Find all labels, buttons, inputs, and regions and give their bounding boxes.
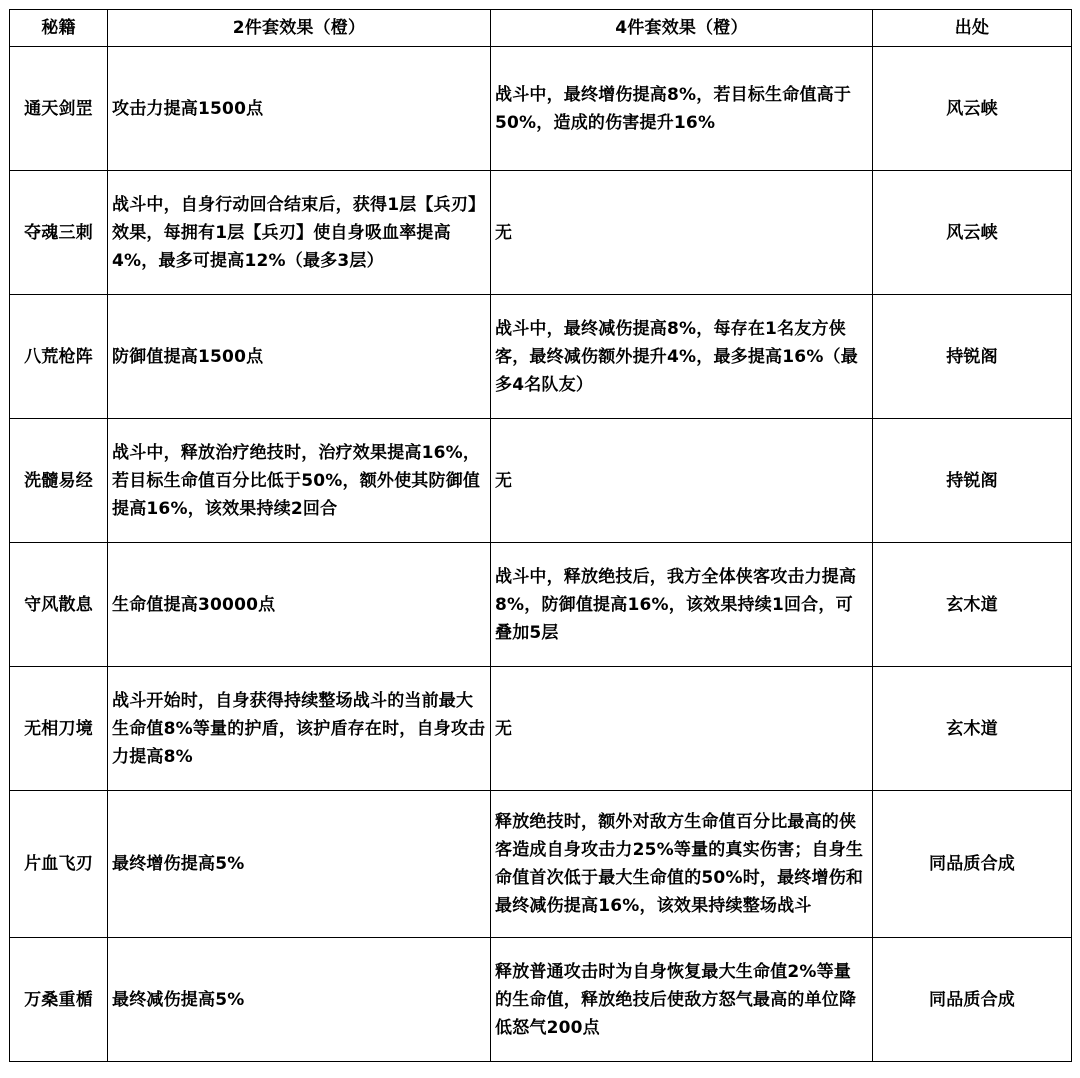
set2-effect: 战斗开始时，自身获得持续整场战斗的当前最大生命值8%等量的护盾，该护盾存在时，自身攻击力提高8% xyxy=(108,667,491,791)
source: 持锐阁 xyxy=(873,419,1072,543)
table-row xyxy=(10,791,1072,938)
manual-name: 无相刀境 xyxy=(10,667,108,791)
set2-effect: 攻击力提高1500点 xyxy=(108,47,491,171)
table-row xyxy=(10,938,1072,1062)
table-row xyxy=(10,171,1072,295)
table-row xyxy=(10,419,1072,543)
manual-name: 通天剑罡 xyxy=(10,47,108,171)
set2-effect: 最终增伤提高5% xyxy=(108,791,491,938)
set2-effect: 战斗中，释放治疗绝技时，治疗效果提高16%，若目标生命值百分比低于50%，额外使其防御值提高16%，该效果持续2回合 xyxy=(108,419,491,543)
set4-effect: 释放普通攻击时为自身恢复最大生命值2%等量的生命值，释放绝技后使敌方怒气最高的单位降低怒气200点 xyxy=(491,938,873,1062)
header-name: 秘籍 xyxy=(10,10,108,47)
table-row xyxy=(10,667,1072,791)
set4-effect: 无 xyxy=(491,419,873,543)
header-set2-effect: 2件套效果（橙） xyxy=(108,10,491,47)
source: 风云峡 xyxy=(873,171,1072,295)
header-row xyxy=(10,10,1072,47)
table-row xyxy=(10,295,1072,419)
source: 玄木道 xyxy=(873,667,1072,791)
set4-effect: 战斗中，释放绝技后，我方全体侠客攻击力提高8%，防御值提高16%，该效果持续1回合，可叠加5层 xyxy=(491,543,873,667)
set2-effect: 防御值提高1500点 xyxy=(108,295,491,419)
manual-name: 夺魂三刺 xyxy=(10,171,108,295)
table-row xyxy=(10,543,1072,667)
set4-effect: 无 xyxy=(491,171,873,295)
set4-effect: 无 xyxy=(491,667,873,791)
source: 风云峡 xyxy=(873,47,1072,171)
header-source: 出处 xyxy=(873,10,1072,47)
manual-name: 守风散息 xyxy=(10,543,108,667)
manual-name: 万桑重楯 xyxy=(10,938,108,1062)
set2-effect: 战斗中，自身行动回合结束后，获得1层【兵刃】效果，每拥有1层【兵刃】使自身吸血率提高4%，最多可提高12%（最多3层） xyxy=(108,171,491,295)
set4-effect: 战斗中，最终减伤提高8%，每存在1名友方侠客，最终减伤额外提升4%，最多提高16%（最多4名队友） xyxy=(491,295,873,419)
set4-effect: 释放绝技时，额外对敌方生命值百分比最高的侠客造成自身攻击力25%等量的真实伤害；自身生命值首次低于最大生命值的50%时，最终增伤和最终减伤提高16%，该效果持续整场战斗 xyxy=(491,791,873,938)
manual-name: 洗髓易经 xyxy=(10,419,108,543)
source: 同品质合成 xyxy=(873,791,1072,938)
header-set4-effect: 4件套效果（橙） xyxy=(491,10,873,47)
table-header xyxy=(10,10,1072,47)
set4-effect: 战斗中，最终增伤提高8%，若目标生命值高于50%，造成的伤害提升16% xyxy=(491,47,873,171)
table-body xyxy=(10,47,1072,1062)
manual-name: 片血飞刃 xyxy=(10,791,108,938)
secret-manual-table xyxy=(9,9,1072,1062)
source: 持锐阁 xyxy=(873,295,1072,419)
source: 同品质合成 xyxy=(873,938,1072,1062)
manual-name: 八荒枪阵 xyxy=(10,295,108,419)
source: 玄木道 xyxy=(873,543,1072,667)
set2-effect: 最终减伤提高5% xyxy=(108,938,491,1062)
secret-manual-table-container xyxy=(9,9,1072,1062)
table-row xyxy=(10,47,1072,171)
set2-effect: 生命值提高30000点 xyxy=(108,543,491,667)
